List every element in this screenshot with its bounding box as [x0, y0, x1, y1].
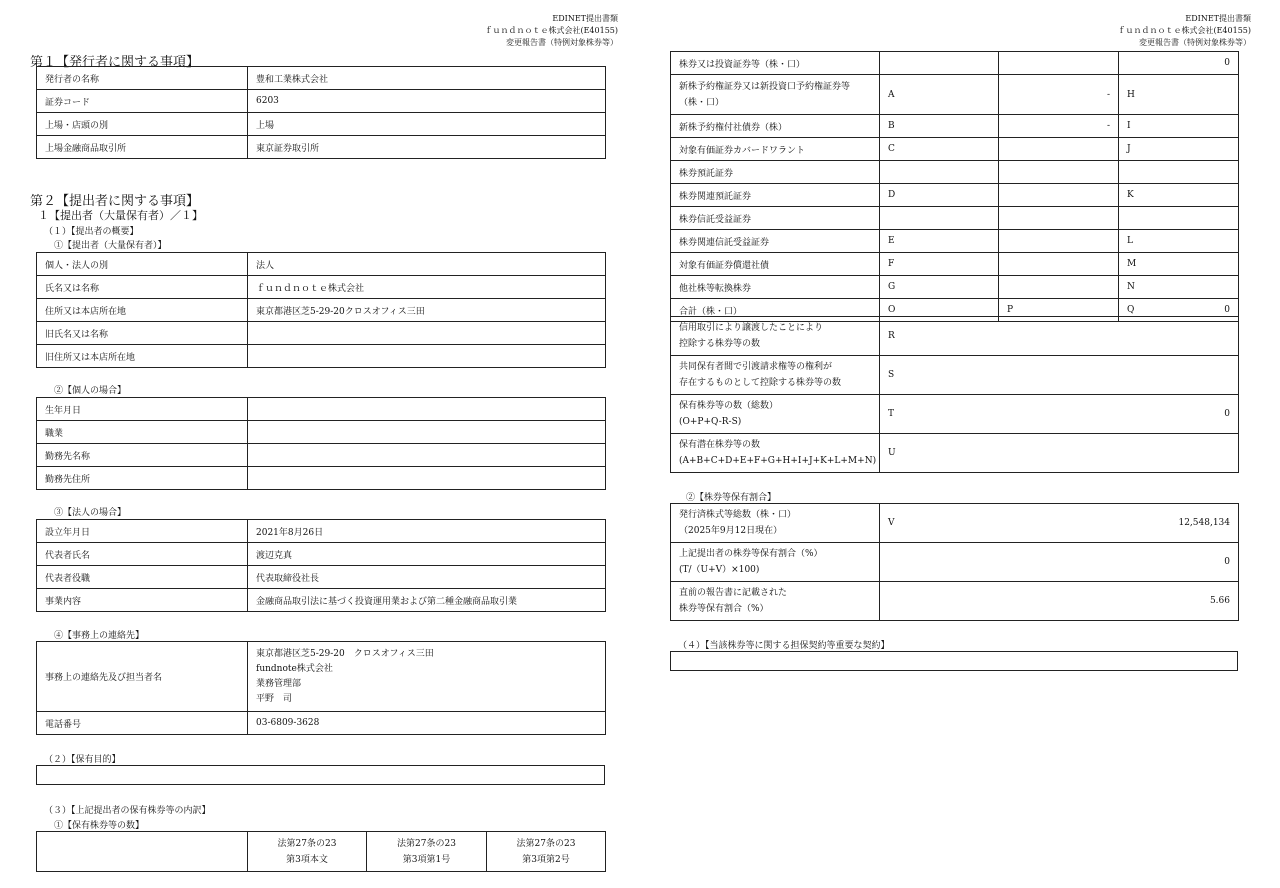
total-q: Q [1127, 305, 1135, 315]
individual-row [37, 444, 606, 467]
header-line-3: 変更報告書（特例対象株券等） [506, 38, 618, 47]
ratio-value: 5.66 [1209, 596, 1230, 606]
issuer-row [37, 90, 606, 113]
individual-table [36, 397, 606, 490]
deductions-table [670, 316, 1239, 473]
deduction-value-cell [880, 317, 1239, 356]
document-header-right [1117, 13, 1251, 49]
ratio-value: 0 [1224, 557, 1230, 567]
holdings-col1: C [880, 138, 999, 161]
holdings-col1 [880, 207, 999, 230]
ratio-label [671, 543, 880, 582]
ratio-row [671, 504, 1239, 543]
right-page [640, 0, 1280, 888]
holdings-col2 [999, 161, 1119, 184]
header-line-1: EDINET提出書類 [552, 14, 618, 23]
holdings-col2 [999, 207, 1119, 230]
law-column-item2-line2: 第3項第2号 [522, 854, 570, 865]
document-header [484, 13, 618, 49]
contact-heading: ④【事務上の連絡先】 [54, 631, 145, 641]
holdings-col1: B [880, 115, 999, 138]
issuer-value: 東京証券取引所 [248, 136, 606, 159]
holdings-row [671, 52, 1239, 75]
holdings-col3: H [1119, 75, 1239, 115]
contracts-heading: （４）【当該株券等に関する担保契約等重要な契約】 [678, 641, 890, 651]
deduction-letter: T [888, 409, 895, 419]
holdings-col3 [1119, 161, 1239, 184]
issuer-value: 上場 [248, 113, 606, 136]
corporation-value: 渡辺克真 [248, 543, 606, 566]
individual-row [37, 467, 606, 490]
law-column-item1 [367, 832, 487, 872]
filer-value: 法人 [248, 253, 606, 276]
law-column-main [248, 832, 367, 872]
issuer-table [36, 66, 606, 159]
deduction-label [671, 395, 880, 434]
holdings-col1: F [880, 253, 999, 276]
contact-company: fundnote株式会社 [256, 663, 333, 674]
holdings-label: 他社株等転換株券 [671, 276, 880, 299]
corporation-row [37, 589, 606, 612]
ratio-letter: V [888, 518, 895, 528]
individual-label: 職業 [37, 421, 248, 444]
holdings-col3: I [1119, 115, 1239, 138]
holdings-col3: 0 [1119, 52, 1239, 75]
ratio-row [671, 582, 1239, 621]
holdings-label-line2: （株・口） [679, 97, 725, 108]
contact-address: 東京都港区芝5-29-20 クロスオフィス三田 [256, 648, 434, 659]
ratio-table [670, 503, 1239, 621]
ratio-heading: ②【株券等保有割合】 [686, 493, 777, 503]
header-line-3: 変更報告書（特例対象株券等） [1139, 38, 1251, 47]
issuer-row [37, 113, 606, 136]
issuer-label: 発行者の名称 [37, 67, 248, 90]
contact-value [248, 642, 606, 712]
deduction-value-cell [880, 356, 1239, 395]
ratio-label-line1: 直前の報告書に記載された [679, 588, 788, 598]
ratio-label [671, 504, 880, 543]
section2-title: 第２【提出者に関する事項】 [30, 194, 200, 209]
holdings-col3: J [1119, 138, 1239, 161]
deduction-value-cell [880, 395, 1239, 434]
deduction-label [671, 434, 880, 473]
overview-title: （１）【提出者の概要】 [44, 227, 139, 237]
holdings-col2 [999, 52, 1119, 75]
individual-value [248, 398, 606, 421]
holdings-col3: K [1119, 184, 1239, 207]
contact-row [37, 642, 606, 712]
corporation-value: 金融商品取引法に基づく投資運用業および第二種金融商品取引業 [248, 589, 606, 612]
holdings-label: 株券信託受益証券 [671, 207, 880, 230]
corporation-table [36, 519, 606, 612]
holdings-col1: D [880, 184, 999, 207]
ratio-label-line1: 発行済株式等総数（株・口） [679, 510, 797, 520]
holdings-label-line1: 新株予約権証券又は新投資口予約権証券等 [679, 81, 851, 92]
filer-row [37, 299, 606, 322]
total-label: 合計（株・口） [671, 299, 880, 322]
issuer-row [37, 136, 606, 159]
corporation-row [37, 566, 606, 589]
deduction-label-line2: (A+B+C+D+E+F+G+H+I+J+K+L+M+N) [679, 456, 877, 466]
corporation-value: 2021年8月26日 [248, 520, 606, 543]
deduction-letter: S [888, 370, 895, 380]
holdings-col1: A [880, 75, 999, 115]
ratio-label-line2: (T/（U+V）×100) [679, 565, 760, 575]
filer-label: 旧住所又は本店所在地 [37, 345, 248, 368]
holdings-col2 [999, 184, 1119, 207]
issuer-value: 6203 [248, 90, 606, 113]
holdings-col2 [999, 276, 1119, 299]
ratio-row [671, 543, 1239, 582]
holdings-label: 株券又は投資証券等（株・口） [671, 52, 880, 75]
law-column-item2-line1: 法第27条の23 [516, 838, 576, 849]
deduction-label [671, 356, 880, 395]
corporation-row [37, 543, 606, 566]
holdings-label: 株券関連信託受益証券 [671, 230, 880, 253]
holdings-col2 [999, 230, 1119, 253]
deduction-value-cell [880, 434, 1239, 473]
deduction-label-line1: 信用取引により譲渡したことにより [679, 323, 824, 333]
filer-heading: ①【提出者（大量保有者）】 [54, 241, 167, 251]
filer-row [37, 322, 606, 345]
holdings-col2: - [999, 115, 1119, 138]
deduction-row [671, 395, 1239, 434]
filer-subtitle: １【提出者（大量保有者）／１】 [38, 209, 203, 222]
issuer-label: 上場金融商品取引所 [37, 136, 248, 159]
holdings-label: 対象有価証券カバードワラント [671, 138, 880, 161]
holdings-label [671, 75, 880, 115]
deduction-label-line1: 保有株券等の数（総数） [679, 401, 779, 411]
holdings-label: 株券預託証券 [671, 161, 880, 184]
corporation-row [37, 520, 606, 543]
contact-department: 業務管理部 [256, 678, 302, 689]
holdings-label: 新株予約権付社債券（株） [671, 115, 880, 138]
corporation-value: 代表取締役社長 [248, 566, 606, 589]
holdings-label: 対象有価証券償還社債 [671, 253, 880, 276]
filer-value: ｆｕｎｄｎｏｔｅ株式会社 [248, 276, 606, 299]
individual-heading: ②【個人の場合】 [54, 386, 127, 396]
filer-row [37, 253, 606, 276]
total-p: P [999, 299, 1119, 322]
holdings-row [671, 75, 1239, 115]
filer-label: 氏名又は名称 [37, 276, 248, 299]
holdings-header-table [36, 831, 606, 872]
deduction-label-line2: 控除する株券等の数 [679, 339, 761, 349]
individual-label: 生年月日 [37, 398, 248, 421]
ratio-value-cell [880, 504, 1239, 543]
holdings-col1 [880, 52, 999, 75]
phone-row [37, 712, 606, 735]
filer-row [37, 345, 606, 368]
ratio-label-line2: （2025年9月12日現在） [679, 526, 783, 536]
issuer-label: 上場・店頭の別 [37, 113, 248, 136]
individual-label: 勤務先住所 [37, 467, 248, 490]
deduction-label-line2: (O+P+Q-R-S) [679, 417, 742, 427]
holdings-row [671, 138, 1239, 161]
holdings-header-row [37, 832, 606, 872]
purpose-heading: （２）【保有目的】 [44, 755, 121, 765]
ratio-value: 12,548,134 [1178, 518, 1230, 528]
holdings-col3: M [1119, 253, 1239, 276]
holdings-col2: - [999, 75, 1119, 115]
corporation-label: 設立年月日 [37, 520, 248, 543]
deduction-label [671, 317, 880, 356]
deduction-row [671, 317, 1239, 356]
individual-value [248, 467, 606, 490]
purpose-box [36, 765, 605, 785]
holdings-col2 [999, 253, 1119, 276]
header-line-2: ｆｕｎｄｎｏｔｅ株式会社(E40155) [1117, 26, 1251, 35]
filer-value: 東京都港区芝5-29-20クロスオフィス三田 [248, 299, 606, 322]
filer-label: 個人・法人の別 [37, 253, 248, 276]
issuer-value: 豊和工業株式会社 [248, 67, 606, 90]
holdings-col3: N [1119, 276, 1239, 299]
corporation-label: 事業内容 [37, 589, 248, 612]
filer-table [36, 252, 606, 368]
total-value: 0 [1224, 305, 1230, 315]
phone-value: 03-6809-3628 [248, 712, 606, 735]
deduction-row [671, 434, 1239, 473]
filer-label: 旧氏名又は名称 [37, 322, 248, 345]
holdings-row [671, 115, 1239, 138]
issuer-row [37, 67, 606, 90]
law-column-item1-line2: 第3項第1号 [402, 854, 451, 865]
individual-row [37, 398, 606, 421]
deduction-row [671, 356, 1239, 395]
deduction-value: 0 [1224, 409, 1230, 419]
header-line-1: EDINET提出書類 [1185, 14, 1251, 23]
holdings-row [671, 253, 1239, 276]
contact-label: 事務上の連絡先及び担当者名 [37, 642, 248, 712]
deduction-label-line1: 保有潜在株券等の数 [679, 440, 761, 450]
filer-value [248, 345, 606, 368]
law-column-item2 [487, 832, 606, 872]
header-line-2: ｆｕｎｄｎｏｔｅ株式会社(E40155) [484, 26, 618, 35]
holdings-heading: ①【保有株券等の数】 [54, 821, 145, 831]
holdings-col2 [999, 138, 1119, 161]
filer-label: 住所又は本店所在地 [37, 299, 248, 322]
holdings-col3: L [1119, 230, 1239, 253]
law-column-main-line2: 第3項本文 [286, 854, 328, 865]
holdings-header-blank [37, 832, 248, 872]
law-column-main-line1: 法第27条の23 [277, 838, 337, 849]
deduction-label-line2: 存在するものとして控除する株券等の数 [679, 378, 842, 388]
holdings-row [671, 184, 1239, 207]
ratio-value-cell [880, 582, 1239, 621]
holdings-row [671, 276, 1239, 299]
ratio-label-line2: 株券等保有割合（%） [679, 604, 769, 614]
ratio-label [671, 582, 880, 621]
holdings-col1 [880, 161, 999, 184]
phone-label: 電話番号 [37, 712, 248, 735]
holdings-row [671, 161, 1239, 184]
section1-title: 第１【発行者に関する事項】 [30, 55, 200, 70]
individual-value [248, 444, 606, 467]
filer-row [37, 276, 606, 299]
holdings-col3 [1119, 207, 1239, 230]
holdings-col1: G [880, 276, 999, 299]
ratio-value-cell [880, 543, 1239, 582]
total-o: O [880, 299, 999, 322]
contact-table [36, 641, 606, 735]
ratio-label-line1: 上記提出者の株券等保有割合（%） [679, 549, 823, 559]
corporation-label: 代表者役職 [37, 566, 248, 589]
individual-label: 勤務先名称 [37, 444, 248, 467]
individual-row [37, 421, 606, 444]
corporation-label: 代表者氏名 [37, 543, 248, 566]
issuer-label: 証券コード [37, 90, 248, 113]
deduction-label-line1: 共同保有者間で引渡請求権等の権利が [679, 362, 833, 372]
filer-value [248, 322, 606, 345]
contracts-box [670, 651, 1238, 671]
holdings-row [671, 230, 1239, 253]
deduction-letter: R [888, 331, 895, 341]
holdings-col1: E [880, 230, 999, 253]
law-column-item1-line1: 法第27条の23 [397, 838, 456, 849]
corporation-heading: ③【法人の場合】 [54, 508, 127, 518]
holdings-table [670, 51, 1239, 322]
holdings-row [671, 207, 1239, 230]
breakdown-heading: （３）【上記提出者の保有株券等の内訳】 [44, 806, 211, 816]
deduction-letter: U [888, 448, 896, 458]
individual-value [248, 421, 606, 444]
contact-person: 平野 司 [256, 693, 293, 704]
holdings-label: 株券関連預託証券 [671, 184, 880, 207]
